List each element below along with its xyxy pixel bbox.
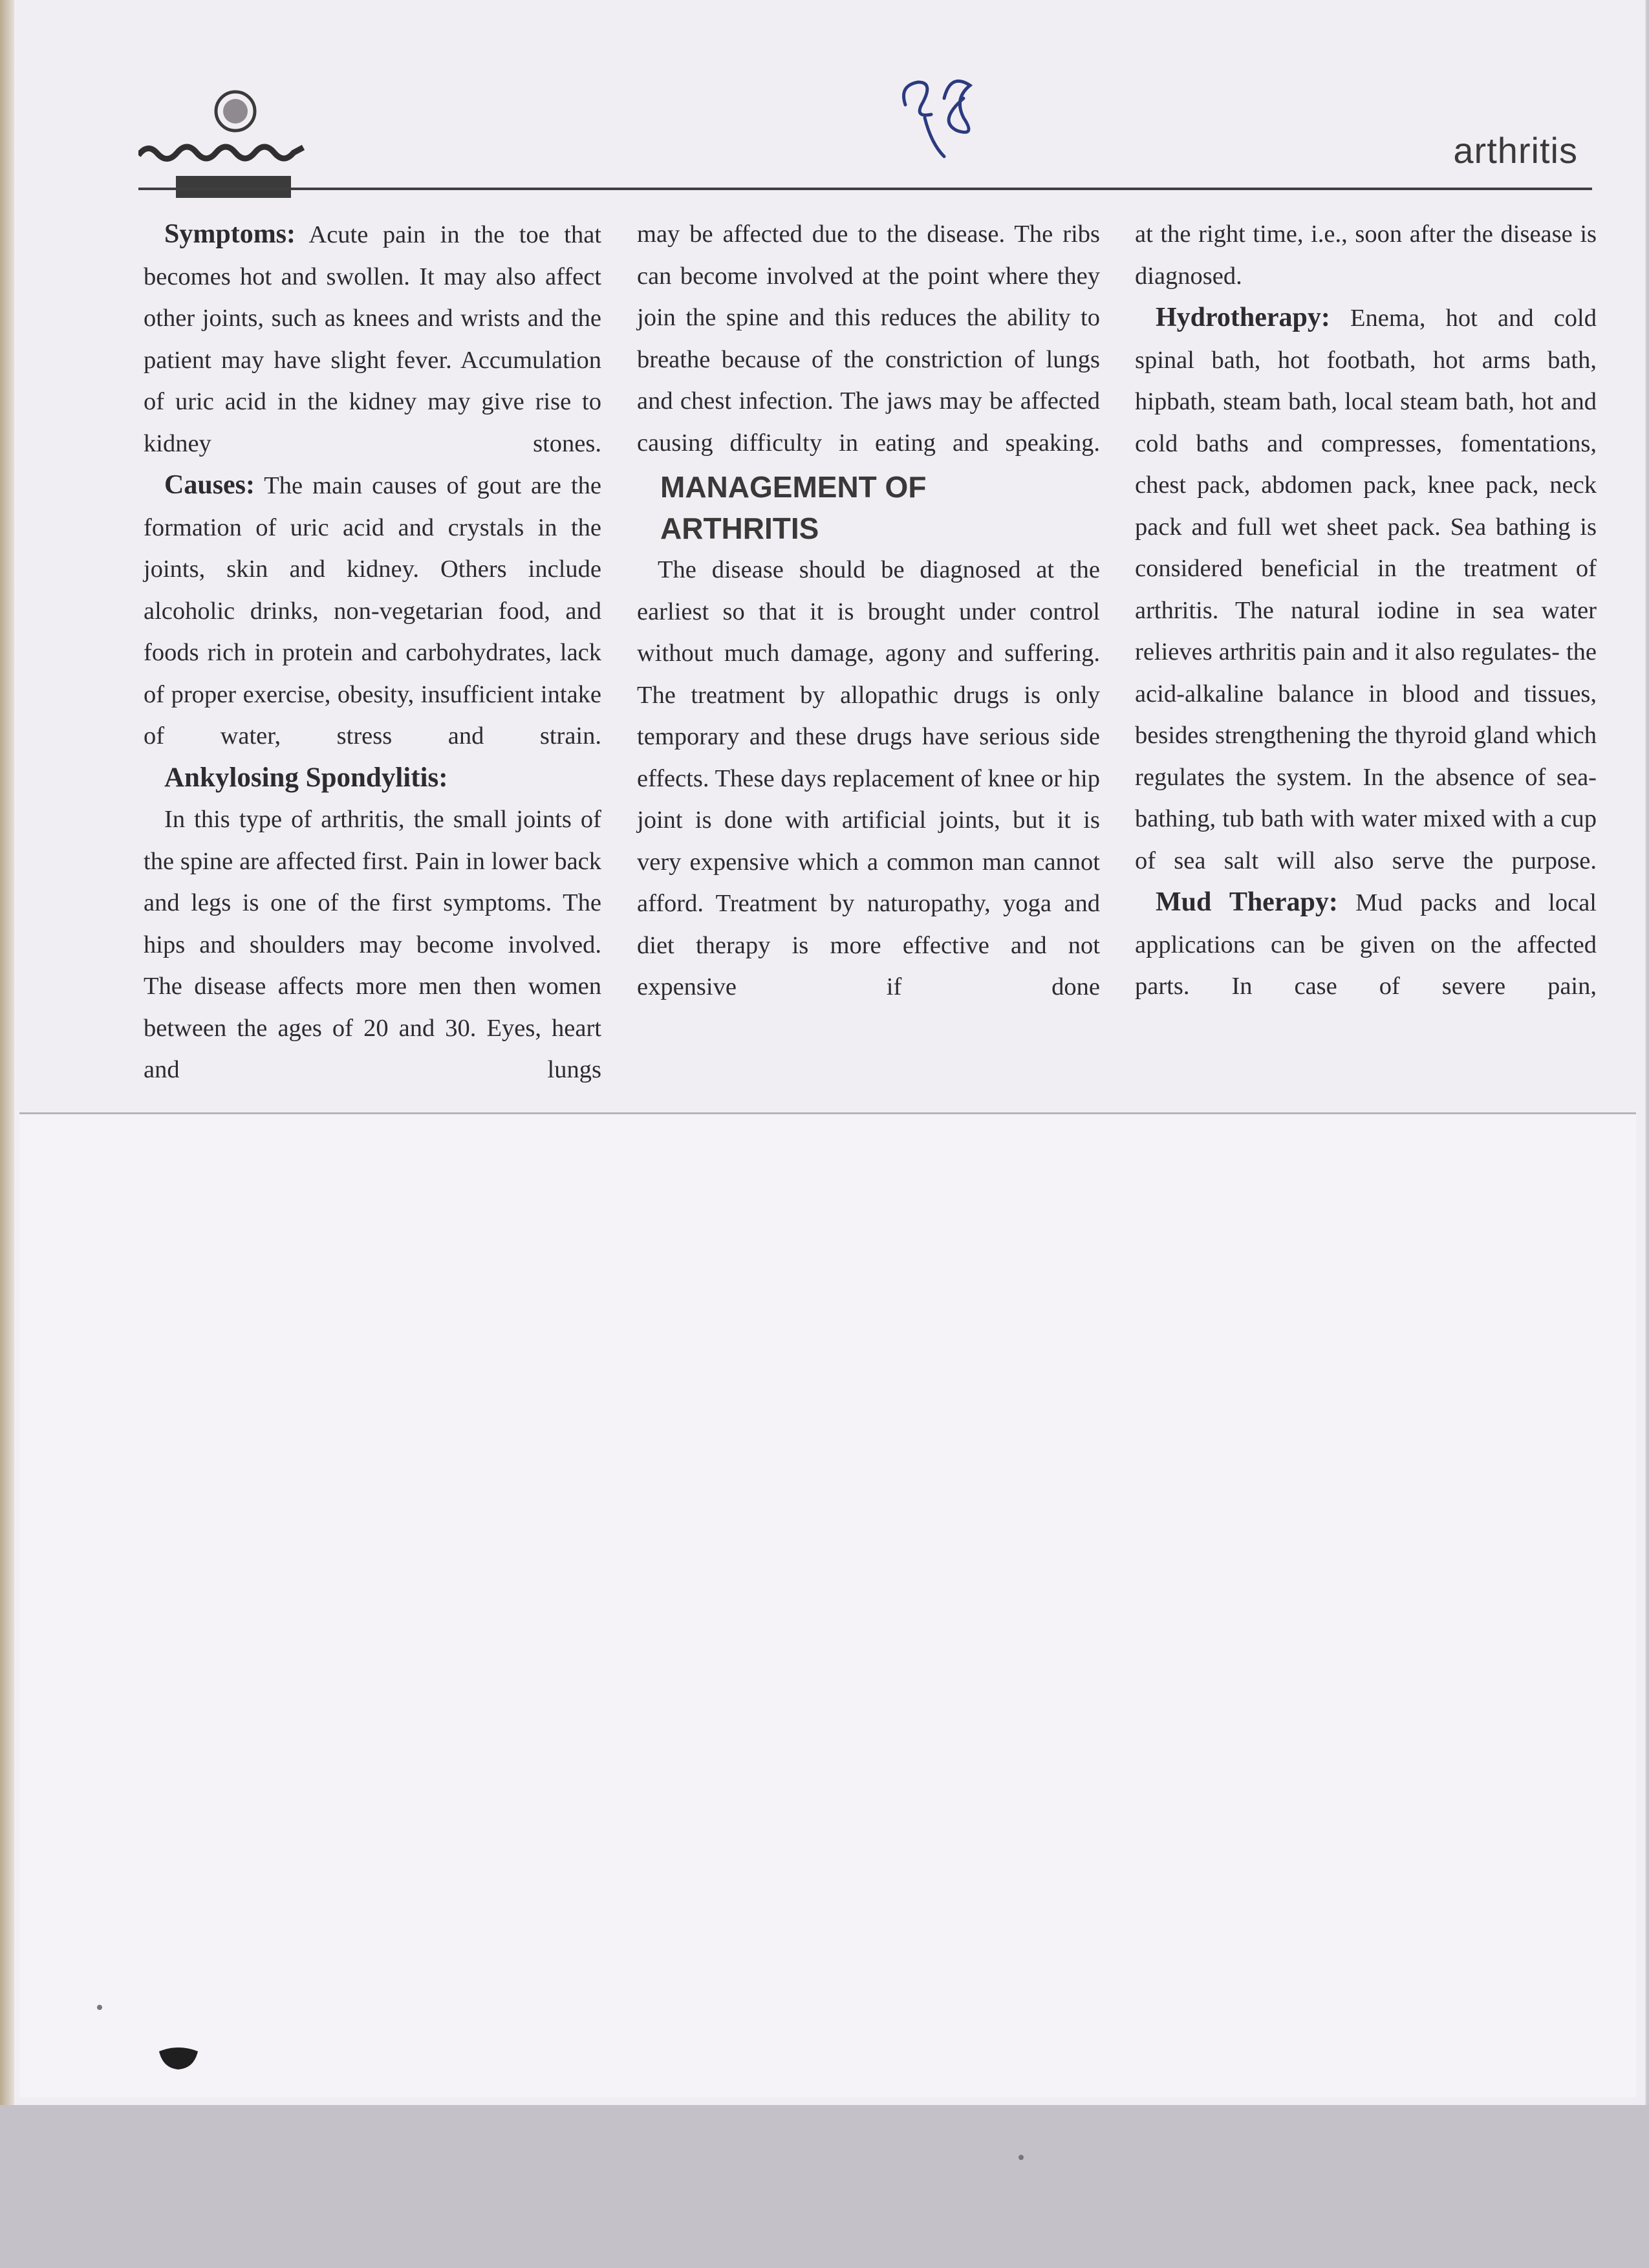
scanner-background xyxy=(0,2105,1649,2268)
mud-therapy-label: Mud Therapy: xyxy=(1156,887,1338,917)
causes-label: Causes: xyxy=(164,470,255,500)
management-heading-line-2: ARTHRITIS xyxy=(660,512,819,545)
hydrotherapy-text: Enema, hot and cold spinal bath, hot footbath, hot arms bath, hipbath, steam bath, local steam bath, hot and cold baths and compresses, fomentations, chest pack, abdomen pack, knee pack, neck pack and full wet sheet pack. Sea bathing is considered beneficial in the treatment of arthritis. The natural iodine in sea water relieves arthritis pain and it also regulates- the acid-alkaline balance in blood and tissues, besides strengthening the thyroid gland which regulates the system. In the absence of sea-bathing, tub bath with water mixed with a cup of sea salt will also serve the purpose. xyxy=(1135,305,1597,874)
mud-therapy-paragraph xyxy=(1135,881,1597,1008)
hydrotherapy-paragraph xyxy=(1135,297,1597,881)
ankylosing-spondylitis-heading: Ankylosing Spondylitis: xyxy=(164,762,448,793)
page-edge xyxy=(0,0,14,2105)
header-divider xyxy=(138,188,1592,190)
text-column-1 xyxy=(144,213,601,1091)
corner-ornament-icon xyxy=(158,2042,199,2071)
blank-cover-panel xyxy=(19,1112,1636,2097)
handwritten-page-mark-icon xyxy=(886,59,996,163)
timing-paragraph: at the right time, i.e., soon after the disease is diagnosed. xyxy=(1135,221,1597,290)
causes-text: The main causes of gout are the formation of uric acid and crystals in the joints, skin and kidney. Others include alcoholic drinks, non-vegetarian food, and foods rich in protein and carbohydrates, lack of proper exercise, obesity, insufficient intake of water, stress and strain. xyxy=(144,472,601,750)
management-paragraph: The disease should be diagnosed at the earliest so that it is brought under control without much damage, agony and suffering. The treatment by allopathic drugs is only temporary and these drugs have serious side effects. These days replacement of knee or hip joint is done with artificial joints, but it is very expensive which a common man cannot afford. Treatment by naturopathy, yoga and diet therapy is more effective and not expensive if done xyxy=(637,556,1100,1000)
scan-speck xyxy=(97,2005,102,2010)
management-heading-line-1: MANAGEMENT OF xyxy=(660,470,927,504)
waves-logo-icon xyxy=(138,85,307,202)
management-heading xyxy=(637,466,1100,549)
causes-paragraph xyxy=(144,464,601,757)
symptoms-paragraph xyxy=(144,213,601,464)
disease-effects-paragraph: may be affected due to the disease. The ribs can become involved at the point where they join the spine and this reduces the ability to breathe because of the constriction of lungs and chest infection. The jaws may be affected causing difficulty in eating and speaking. xyxy=(637,221,1100,457)
section-title: arthritis xyxy=(1453,130,1578,171)
symptoms-text: Acute pain in the toe that becomes hot and swollen. It may also affect other joints, such as knees and wrists and the patient may have slight fever. Accumulation of uric acid in the kidney may give rise to kidney stones. xyxy=(144,221,601,457)
scan-speck xyxy=(1018,2155,1024,2160)
symptoms-label: Symptoms: xyxy=(164,219,296,249)
text-column-2 xyxy=(637,213,1100,1008)
hydrotherapy-label: Hydrotherapy: xyxy=(1156,303,1330,332)
text-column-3 xyxy=(1135,213,1597,1008)
spondylitis-paragraph: In this type of arthritis, the small joints of the spine are affected first. Pain in lower back and legs is one of the first symptoms. The hips and shoulders may become involved. The disease affects more men then women between the ages of 20 and 30. Eyes, heart and lungs xyxy=(144,806,601,1083)
mud-therapy-text: Mud packs and local applications can be given on the affected parts. In case of severe pain, xyxy=(1135,889,1597,1000)
